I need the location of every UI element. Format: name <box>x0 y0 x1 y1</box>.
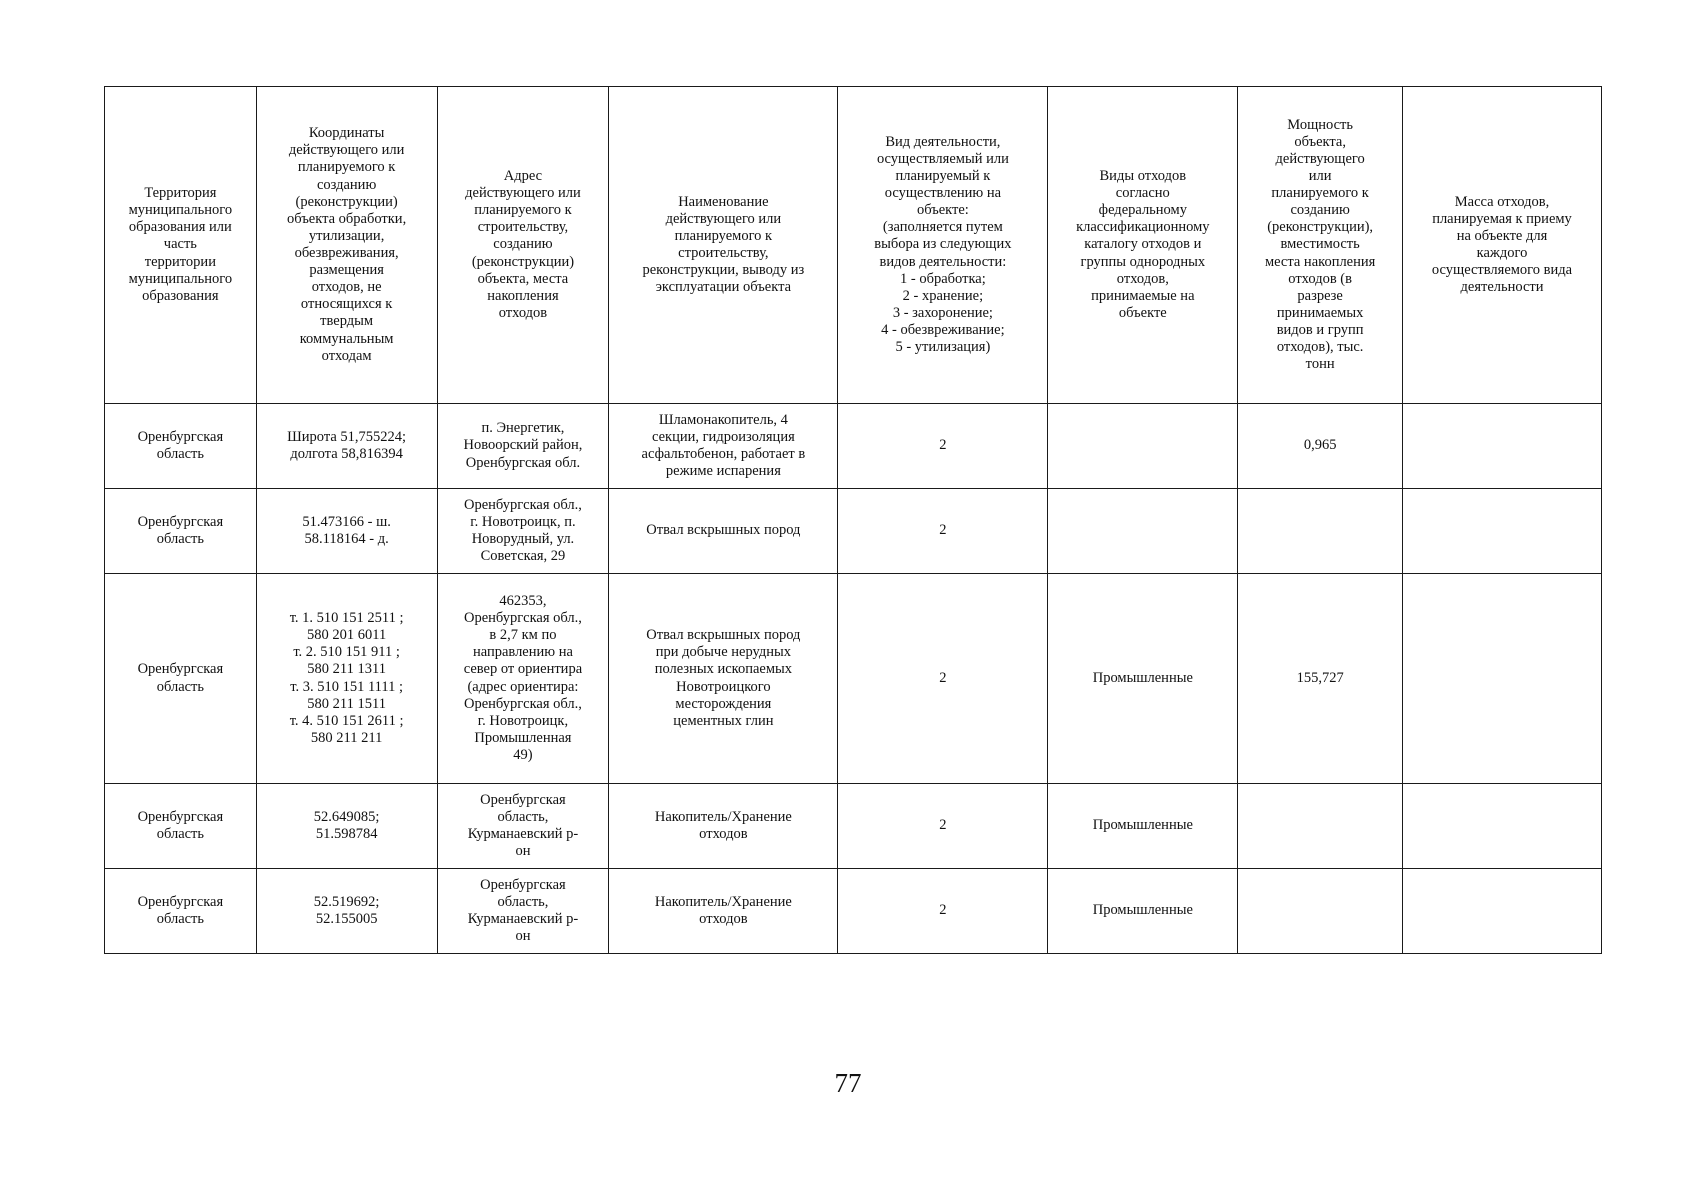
cell-waste-mass <box>1403 869 1602 954</box>
cell-activity-type: 2 <box>838 489 1048 574</box>
table-row <box>105 404 1602 489</box>
cell-activity-type: 2 <box>838 869 1048 954</box>
cell-activity-type: 2 <box>838 404 1048 489</box>
cell-territory: Оренбургская область <box>105 869 257 954</box>
cell-address: 462353, Оренбургская обл., в 2,7 км по направлению на север от ориентира (адрес ориентира: Оренбургская обл., г. Новотроицк, Промышленная 49) <box>437 574 609 784</box>
cell-capacity <box>1238 489 1403 574</box>
table-row <box>105 574 1602 784</box>
cell-territory: Оренбургская область <box>105 404 257 489</box>
cell-waste-types <box>1048 489 1238 574</box>
table-header-row <box>105 87 1602 404</box>
cell-territory: Оренбургская область <box>105 574 257 784</box>
cell-address: Оренбургская область, Курманаевский р- он <box>437 869 609 954</box>
header-address: Адрес действующего или планируемого к строительству, созданию (реконструкции) объекта, места накопления отходов <box>437 87 609 404</box>
cell-waste-mass <box>1403 574 1602 784</box>
cell-coordinates: 52.649085; 51.598784 <box>256 784 437 869</box>
cell-coordinates: 52.519692; 52.155005 <box>256 869 437 954</box>
cell-territory: Оренбургская область <box>105 784 257 869</box>
header-coordinates: Координаты действующего или планируемого к созданию (реконструкции) объекта обработки, утилизации, обезвреживания, размещения отходов, не относящихся к твердым коммунальным отходам <box>256 87 437 404</box>
cell-facility-name: Отвал вскрышных пород <box>609 489 838 574</box>
cell-coordinates: т. 1. 510 151 2511 ; 580 201 6011 т. 2. 510 151 911 ; 580 211 1311 т. 3. 510 151 1111 ; 580 211 1511 т. 4. 510 151 2611 ; 580 211 211 <box>256 574 437 784</box>
table-row <box>105 489 1602 574</box>
cell-waste-types <box>1048 404 1238 489</box>
cell-waste-types: Промышленные <box>1048 784 1238 869</box>
waste-facilities-table <box>104 86 1602 954</box>
page-number: 77 <box>834 1068 862 1098</box>
header-waste-mass: Масса отходов, планируемая к приему на объекте для каждого осуществляемого вида деятельности <box>1403 87 1602 404</box>
header-capacity: Мощность объекта, действующего или планируемого к созданию (реконструкции), вместимость места накопления отходов (в разрезе принимаемых видов и групп отходов), тыс. тонн <box>1238 87 1403 404</box>
cell-address: Оренбургская обл., г. Новотроицк, п. Новорудный, ул. Советская, 29 <box>437 489 609 574</box>
cell-activity-type: 2 <box>838 784 1048 869</box>
table-row <box>105 869 1602 954</box>
cell-waste-mass <box>1403 489 1602 574</box>
cell-coordinates: Широта 51,755224; долгота 58,816394 <box>256 404 437 489</box>
cell-facility-name: Отвал вскрышных пород при добыче нерудных полезных ископаемых Новотроицкого месторождения цементных глин <box>609 574 838 784</box>
cell-coordinates: 51.473166 - ш. 58.118164 - д. <box>256 489 437 574</box>
cell-capacity: 155,727 <box>1238 574 1403 784</box>
cell-facility-name: Накопитель/Хранение отходов <box>609 869 838 954</box>
cell-waste-mass <box>1403 784 1602 869</box>
table-row <box>105 784 1602 869</box>
header-activity-type: Вид деятельности, осуществляемый или планируемый к осуществлению на объекте: (заполняется путем выбора из следующих видов деятельности: 1 - обработка; 2 - хранение; 3 - захоронение; 4 - обезвреживание; 5 - утилизация) <box>838 87 1048 404</box>
cell-facility-name: Шламонакопитель, 4 секции, гидроизоляция асфальтобенон, работает в режиме испарения <box>609 404 838 489</box>
header-facility-name: Наименование действующего или планируемого к строительству, реконструкции, выводу из эксплуатации объекта <box>609 87 838 404</box>
header-waste-types: Виды отходов согласно федеральному классификационному каталогу отходов и группы однородных отходов, принимаемые на объекте <box>1048 87 1238 404</box>
cell-territory: Оренбургская область <box>105 489 257 574</box>
cell-waste-mass <box>1403 404 1602 489</box>
cell-address: Оренбургская область, Курманаевский р- он <box>437 784 609 869</box>
cell-activity-type: 2 <box>838 574 1048 784</box>
cell-capacity: 0,965 <box>1238 404 1403 489</box>
cell-capacity <box>1238 784 1403 869</box>
cell-facility-name: Накопитель/Хранение отходов <box>609 784 838 869</box>
cell-address: п. Энергетик, Новоорский район, Оренбургская обл. <box>437 404 609 489</box>
cell-capacity <box>1238 869 1403 954</box>
cell-waste-types: Промышленные <box>1048 869 1238 954</box>
cell-waste-types: Промышленные <box>1048 574 1238 784</box>
header-territory: Территория муниципального образования или часть территории муниципального образования <box>105 87 257 404</box>
